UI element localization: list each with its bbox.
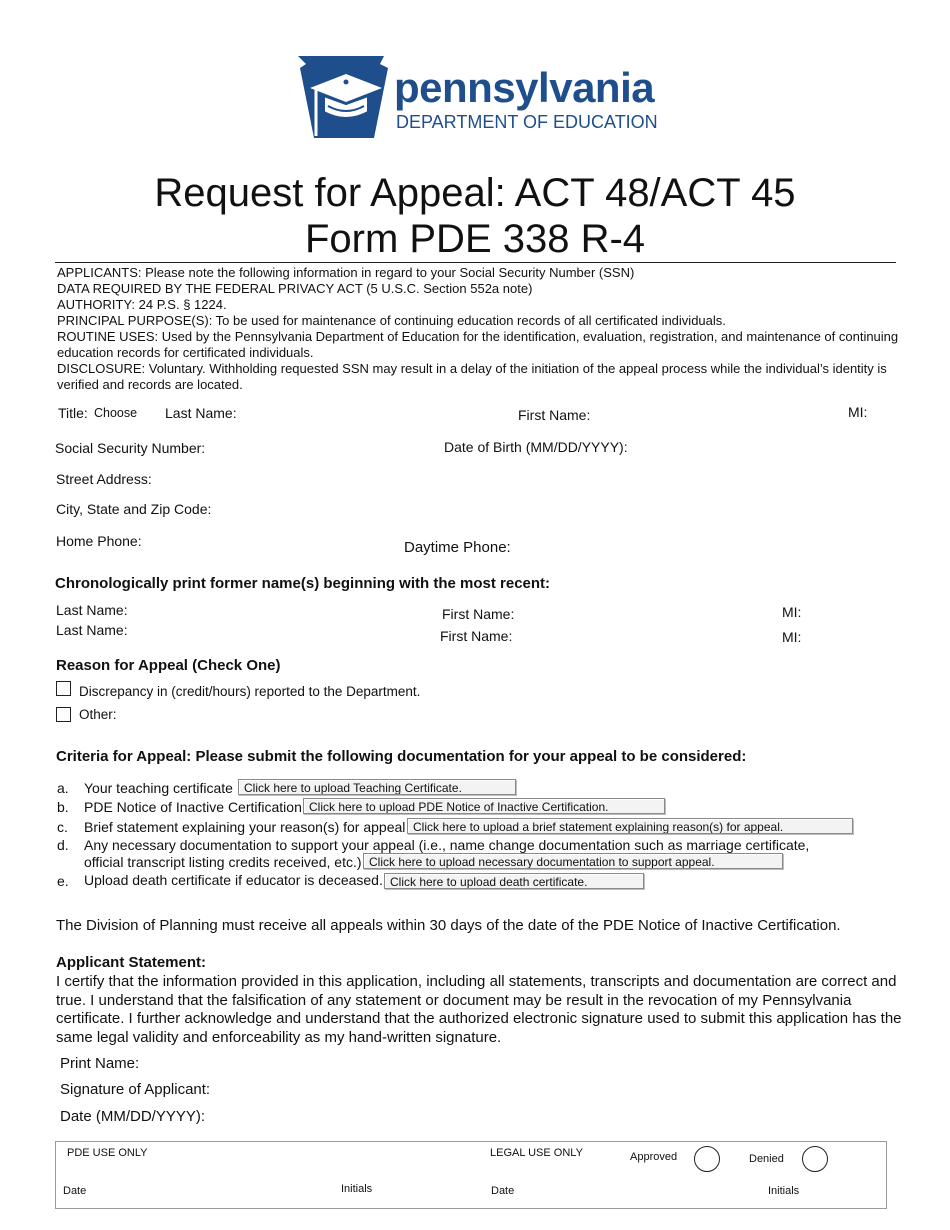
privacy-line-disclosure: DISCLOSURE: Voluntary. Withholding requested SSN may result in a delay of the initiation of the appeal process while the individual’s identity is verified and records are located. — [57, 361, 887, 392]
privacy-notice — [57, 265, 907, 393]
criteria-marker-e: e. — [57, 873, 69, 889]
city-state-zip-label: City, State and Zip Code: — [56, 501, 212, 517]
statement-heading: Applicant Statement: — [56, 954, 207, 971]
criteria-text-d-cont: official transcript listing credits received, etc.) — [84, 854, 362, 870]
approved-radio[interactable] — [694, 1146, 720, 1172]
reason-heading: Reason for Appeal (Check One) — [56, 657, 281, 674]
discrepancy-label: Discrepancy in (credit/hours) reported to the Department. — [79, 684, 421, 699]
criteria-text-a: Your teaching certificate — [84, 780, 233, 796]
dob-label: Date of Birth (MM/DD/YYYY): — [444, 439, 628, 455]
criteria-marker-b: b. — [57, 799, 69, 815]
deadline-notice: The Division of Planning must receive all appeals within 30 days of the date of the PDE Notice of Inactive Certification. — [56, 917, 841, 934]
criteria-text-c: Brief statement explaining your reason(s) for appeal — [84, 819, 406, 835]
upload-teaching-certificate-button[interactable]: Click here to upload Teaching Certificate. — [238, 779, 516, 795]
former-last-name-label-2: Last Name: — [56, 622, 128, 638]
form-title: Request for Appeal: ACT 48/ACT 45 — [154, 171, 796, 215]
pde-initials-label: Initials — [341, 1183, 373, 1195]
criteria-text-e: Upload death certificate if educator is deceased. — [84, 872, 383, 888]
criteria-text-d: Any necessary documentation to support your appeal (i.e., name change documentation such as marriage certificate, — [84, 837, 810, 853]
upload-brief-statement-button[interactable]: Click here to upload a brief statement explaining reason(s) for appeal. — [407, 818, 853, 834]
criteria-marker-d: d. — [57, 837, 69, 853]
discrepancy-checkbox[interactable] — [56, 681, 71, 696]
former-first-name-label-1: First Name: — [442, 606, 515, 622]
pde-date-label: Date — [63, 1185, 87, 1197]
mi-label: MI: — [848, 404, 868, 420]
legal-date-label: Date — [491, 1185, 515, 1197]
denied-radio[interactable] — [802, 1146, 828, 1172]
former-mi-label-1: MI: — [782, 604, 802, 620]
former-first-name-label-2: First Name: — [440, 628, 513, 644]
daytime-phone-label: Daytime Phone: — [404, 539, 511, 556]
criteria-text-b: PDE Notice of Inactive Certification — [84, 799, 302, 815]
first-name-label: First Name: — [518, 407, 591, 423]
former-names-heading: Chronologically print former name(s) beginning with the most recent: — [55, 575, 551, 592]
ssn-label: Social Security Number: — [55, 440, 206, 456]
privacy-line-authority: AUTHORITY: 24 P.S. § 1224. — [57, 297, 227, 312]
former-last-name-label-1: Last Name: — [56, 602, 128, 618]
former-mi-label-2: MI: — [782, 629, 802, 645]
form-number: Form PDE 338 R-4 — [304, 217, 646, 261]
home-phone-label: Home Phone: — [56, 533, 142, 549]
privacy-line-data: DATA REQUIRED BY THE FEDERAL PRIVACY ACT (5 U.S.C. Section 552a note) — [57, 281, 533, 296]
logo-wordmark: pennsylvania — [394, 64, 655, 111]
title-dropdown[interactable]: Choose — [94, 406, 138, 420]
other-checkbox[interactable] — [56, 707, 71, 722]
criteria-marker-a: a. — [57, 780, 69, 796]
denied-label: Denied — [749, 1153, 784, 1165]
statement-body: I certify that the information provided in this application, including all statements, transcripts and documentation are correct and true. I understand that the falsification of any statement or document may be result in the revocation of my Pennsylvania certificate. I further acknowledge and understand that the authorized electronic signature used to submit this application has the same legal validity and enforceability as my hand-written signature. — [56, 973, 902, 1046]
title-label: Title: — [58, 405, 88, 421]
upload-supporting-docs-button[interactable]: Click here to upload necessary documentation to support appeal. — [363, 853, 783, 869]
pde-use-only-label: PDE USE ONLY — [67, 1147, 148, 1159]
criteria-marker-c: c. — [57, 819, 68, 835]
print-name-label: Print Name: — [60, 1055, 140, 1072]
upload-inactive-notice-button[interactable]: Click here to upload PDE Notice of Inactive Certification. — [303, 798, 665, 814]
pde-logo — [296, 54, 656, 144]
privacy-line-applicants: APPLICANTS: Please note the following information in regard to your Social Security Number (SSN) — [57, 265, 635, 280]
upload-death-certificate-button[interactable]: Click here to upload death certificate. — [384, 873, 644, 889]
other-label: Other: — [79, 707, 117, 722]
signature-label: Signature of Applicant: — [60, 1081, 211, 1098]
last-name-label: Last Name: — [165, 405, 237, 421]
legal-use-only-label: LEGAL USE ONLY — [490, 1147, 583, 1159]
office-use-box — [55, 1141, 887, 1209]
title-divider — [55, 262, 896, 263]
criteria-heading: Criteria for Appeal: Please submit the following documentation for your appeal to be considered: — [56, 748, 747, 765]
statement-date-label: Date (MM/DD/YYYY): — [60, 1108, 206, 1125]
street-address-label: Street Address: — [56, 471, 152, 487]
logo-subline: DEPARTMENT OF EDUCATION — [396, 112, 658, 132]
privacy-line-purpose: PRINCIPAL PURPOSE(S): To be used for maintenance of continuing education records of all certificated individuals. — [57, 313, 726, 328]
approved-label: Approved — [630, 1151, 678, 1163]
legal-initials-label: Initials — [768, 1185, 800, 1197]
privacy-line-routine-uses: ROUTINE USES: Used by the Pennsylvania Department of Education for the identification, evaluation, registration, and maintenance of continuing education records for certificated individuals. — [57, 329, 899, 360]
